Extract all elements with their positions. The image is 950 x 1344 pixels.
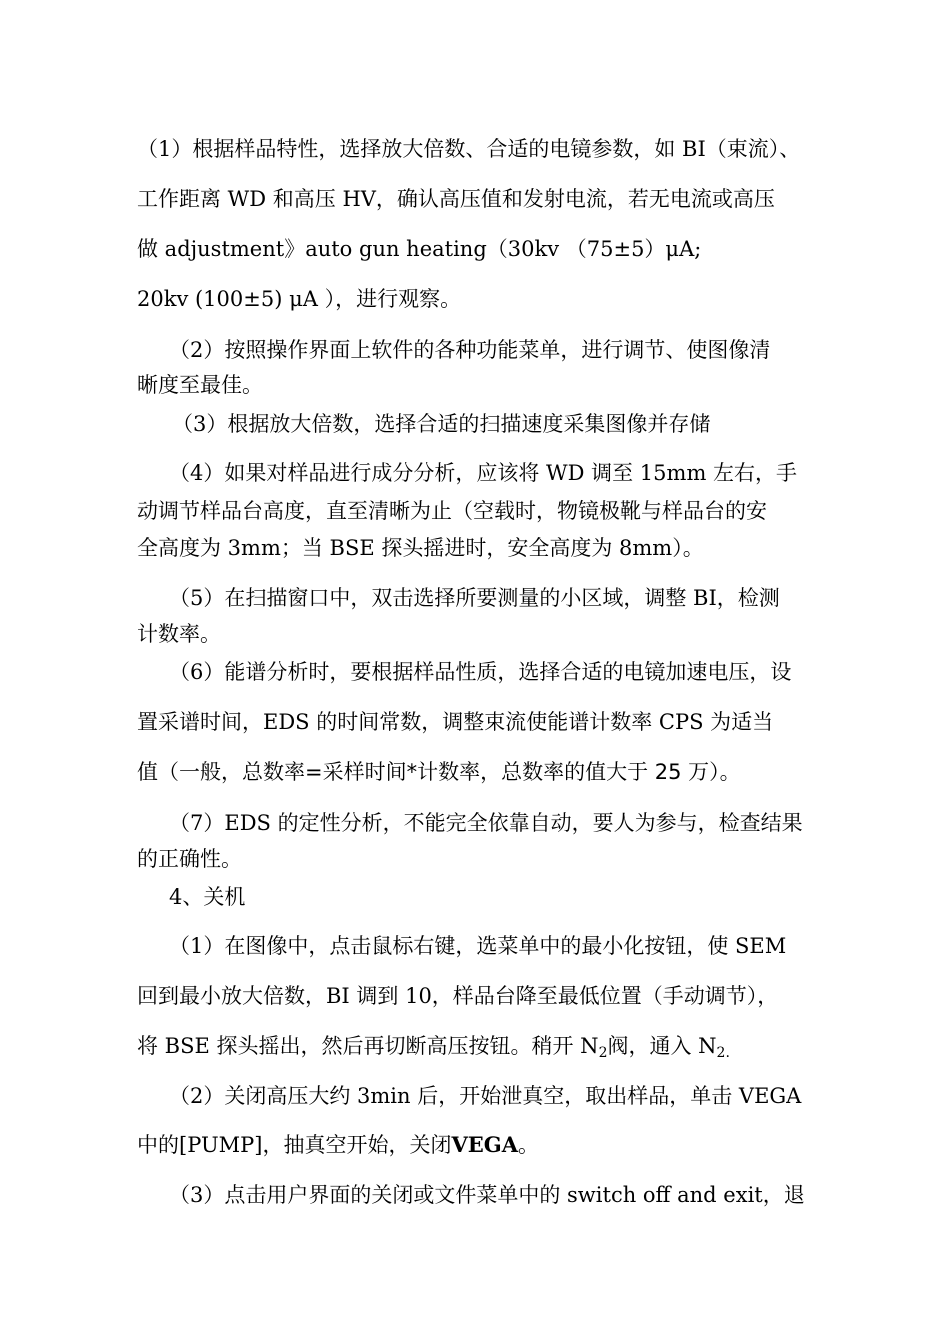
text-line-13: （6）能谱分析时，要根据样品性质，选择合适的电镜加速电压，设 [169,660,792,684]
section-heading-shutdown: 4、关机 [169,885,246,909]
text-line-16: （7）EDS 的定性分析，不能完全依靠自动，要人为参与，检查结果 [169,811,803,835]
text-line-10: 全高度为 3mm；当 BSE 探头摇进时，安全高度为 8mm）。 [137,536,704,560]
text-line-6: 晰度至最佳。 [137,373,263,397]
text-line-12: 计数率。 [137,622,221,646]
vega-bold: VEGA [451,1132,519,1157]
text-line-23 [137,1131,539,1159]
text-line-23-end: 。 [518,1133,540,1157]
subscript-2: 2 [598,1045,608,1061]
text-line-4: 20kv (100±5) μA ），进行观察。 [137,287,462,311]
text-line-7: （3）根据放大倍数，选择合适的扫描速度采集图像并存储 [172,412,711,436]
text-line-1: （1）根据样品特性，选择放大倍数、合适的电镜参数，如 BI（束流）、 [137,137,801,161]
text-line-2: 工作距离 WD 和高压 HV，确认高压值和发射电流，若无电流或高压 [137,187,775,211]
text-line-22: （2）关闭高压大约 3min 后，开始泄真空，取出样品，单击 VEGA [169,1084,802,1108]
text-line-14: 置采谱时间，EDS 的时间常数，调整束流使能谱计数率 CPS 为适当 [137,710,774,734]
text-line-9: 动调节样品台高度，直至清晰为止（空载时，物镜极靴与样品台的安 [137,499,767,523]
text-line-19: （1）在图像中，点击鼠标右键，选菜单中的最小化按钮，使 SEM [169,934,787,958]
text-line-21 [137,1032,730,1067]
text-line-11: （5）在扫描窗口中，双击选择所要测量的小区域，调整 BI，检测 [169,586,780,610]
text-line-21-b: 阀，通入 N [607,1034,717,1058]
text-line-23-a: 中的[PUMP]，抽真空开始，关闭 [137,1133,452,1157]
subscript-2-end: 2. [716,1045,730,1061]
text-line-20: 回到最小放大倍数，BI 调到 10，样品台降至最低位置（手动调节）， [137,984,779,1008]
text-line-24: （3）点击用户界面的关闭或文件菜单中的 switch off and exit，退 [169,1183,805,1207]
text-line-15: 值（一般，总数率=采样时间*计数率，总数率的值大于 25 万）。 [137,760,741,784]
text-line-8: （4）如果对样品进行成分分析，应该将 WD 调至 15mm 左右，手 [169,461,798,485]
text-line-17: 的正确性。 [137,847,242,871]
text-line-21-a: 将 BSE 探头摇出，然后再切断高压按钮。稍开 N [137,1034,599,1058]
text-line-5: （2）按照操作界面上软件的各种功能菜单，进行调节、使图像清 [169,338,771,362]
text-line-3: 做 adjustment》auto gun heating（30kv （75±5）μA; [137,237,702,261]
